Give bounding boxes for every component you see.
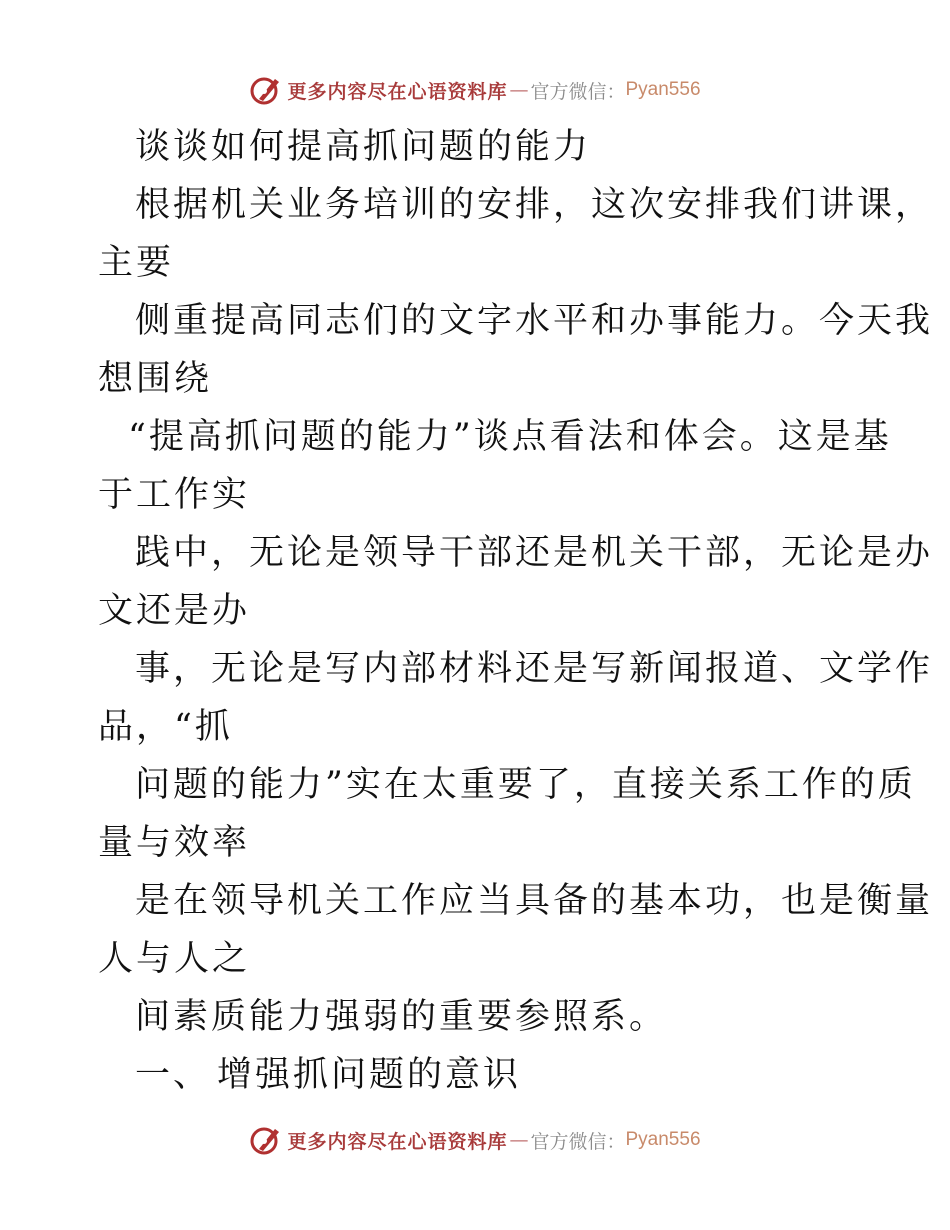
- quill-logo-icon: [249, 1123, 283, 1157]
- section-heading: [98, 1046, 858, 1104]
- header-label: 官方微信：: [530, 80, 626, 103]
- footer-wechat-id: Pyan556: [625, 1129, 701, 1150]
- header-banner: [0, 70, 950, 110]
- section-number: 一、: [135, 1055, 212, 1095]
- document-body: [98, 118, 934, 1104]
- paragraph-line: 践中，无论是领导干部还是机关干部，无论是办: [135, 533, 934, 573]
- paragraph-line: 根据机关业务培训的安排，这次安排我们讲课，: [135, 185, 934, 225]
- paragraph-line: 问题的能力”实在太重要了，直接关系工作的质: [135, 765, 916, 805]
- header-wechat-id: Pyan556: [625, 79, 701, 100]
- paragraph-line: “提高抓问题的能力”谈点看法和体会。这是基: [128, 417, 892, 457]
- header-slogan: 更多内容尽在心语资料库: [287, 80, 508, 103]
- footer-slogan: 更多内容尽在心语资料库: [287, 1130, 508, 1153]
- document-title: 谈谈如何提高抓问题的能力: [135, 127, 592, 167]
- paragraph-line: 间素质能力强弱的重要参照系。: [135, 997, 668, 1037]
- footer-label: 官方微信：: [530, 1130, 626, 1153]
- header-dash: —: [509, 79, 529, 101]
- footer-banner: [0, 1120, 950, 1160]
- paragraph-line: 主要: [98, 243, 175, 283]
- paragraph-line: 于工作实: [98, 475, 251, 515]
- quill-logo-icon: [249, 73, 283, 107]
- footer-dash: —: [509, 1129, 529, 1151]
- paragraph-line: 量与效率: [98, 823, 251, 863]
- section-title: 增强抓问题的意识: [217, 1055, 522, 1095]
- paragraph-line: 文还是办: [98, 591, 251, 631]
- paragraph-line: 事，无论是写内部材料还是写新闻报道、文学作: [135, 649, 934, 689]
- paragraph-line: 想围绕: [98, 359, 213, 399]
- paragraph-line: 人与人之: [98, 939, 251, 979]
- paragraph-line: 品，“抓: [98, 707, 233, 747]
- paragraph-line: 是在领导机关工作应当具备的基本功，也是衡量: [135, 881, 934, 921]
- paragraph-line: 侧重提高同志们的文字水平和办事能力。今天我: [135, 301, 934, 341]
